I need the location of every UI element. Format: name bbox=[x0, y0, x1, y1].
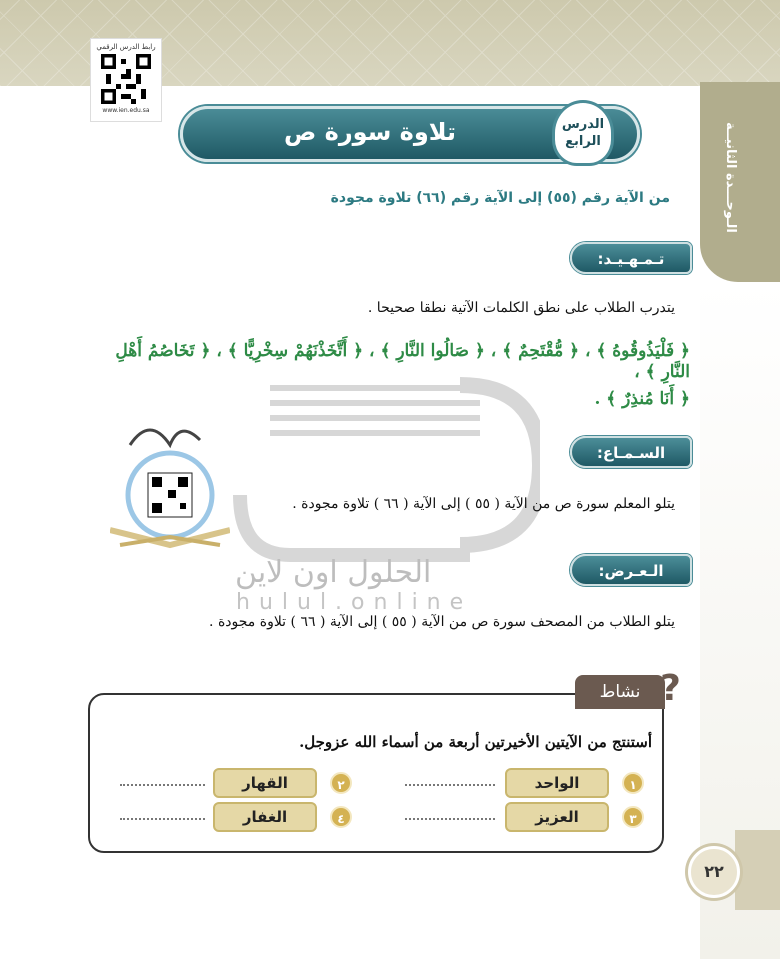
verses-line-1: ﴿ فَلْيَذُوقُوهُ ﴾ ، ﴿ مُّقْتَحِمٌ ﴾ ، ﴿ صَالُوا النَّارِ ﴾ ، ﴿ أَتَّخَذْنَهُمْ سِخْرِيًّا ﴾ ، ﴿ تَخَاصُمُ أَهْلِ النَّارِ ﴾ ، bbox=[115, 341, 690, 382]
question-mark-icon: ? bbox=[660, 668, 681, 709]
item-number-4: ٤ bbox=[330, 806, 352, 828]
watermark-english: hulul.online bbox=[236, 590, 473, 615]
page-number: ٢٢ bbox=[688, 846, 740, 898]
page-corner-decoration bbox=[735, 830, 780, 910]
lesson-badge-line1: الدرس bbox=[561, 117, 605, 132]
qr-title: رابط الدرس الرقمي bbox=[96, 43, 156, 51]
lesson-title: تلاوة سورة ص bbox=[284, 118, 456, 146]
listening-heading: السـمـاع: bbox=[570, 436, 692, 468]
qr-url: www.ien.edu.sa bbox=[102, 107, 150, 114]
presentation-text: يتلو الطلاب من المصحف سورة ص من الآية ( ٥٥ ) إلى الآية ( ٦٦ ) تلاوة مجودة . bbox=[209, 614, 675, 630]
qr-code-icon bbox=[101, 54, 151, 104]
watermark-arabic: الحلول اون لاين bbox=[235, 555, 432, 590]
intro-heading: تـمـهـيـد: bbox=[570, 242, 692, 274]
answer-3[interactable]: العزيز bbox=[505, 802, 609, 832]
listening-text: يتلو المعلم سورة ص من الآية ( ٥٥ ) إلى الآية ( ٦٦ ) تلاوة مجودة . bbox=[292, 496, 675, 512]
unit-side-label: الـوحـــدة الثانيــة bbox=[723, 121, 738, 233]
presentation-heading: الـعـرض: bbox=[570, 554, 692, 586]
answer-line-1 bbox=[405, 784, 495, 786]
digital-lesson-qr[interactable] bbox=[90, 38, 162, 122]
intro-text: يتدرب الطلاب على نطق الكلمات الآتية نطقا صحيحا . bbox=[367, 300, 675, 316]
lesson-number-badge bbox=[552, 100, 614, 166]
item-number-3: ٣ bbox=[622, 806, 644, 828]
verses-line-2: ﴿ أَنَا مُنذِرٌ ﴾ . bbox=[594, 389, 690, 409]
item-number-1: ١ bbox=[622, 772, 644, 794]
answer-1[interactable]: الواحد bbox=[505, 768, 609, 798]
lesson-subtitle: من الآية رقم (٥٥) إلى الآية رقم (٦٦) تلاوة مجودة bbox=[330, 190, 670, 206]
answer-2[interactable]: القهار bbox=[213, 768, 317, 798]
answer-4[interactable]: الغفار bbox=[213, 802, 317, 832]
answer-line-4 bbox=[120, 818, 205, 820]
answer-line-3 bbox=[405, 818, 495, 820]
answer-line-2 bbox=[120, 784, 205, 786]
activity-question: أستنتج من الآيتين الأخيرتين أربعة من أسماء الله عزوجل. bbox=[299, 733, 652, 751]
activity-tab: نشاط bbox=[575, 675, 665, 709]
lesson-badge-line2: الرابع bbox=[565, 134, 601, 149]
item-number-2: ٢ bbox=[330, 772, 352, 794]
